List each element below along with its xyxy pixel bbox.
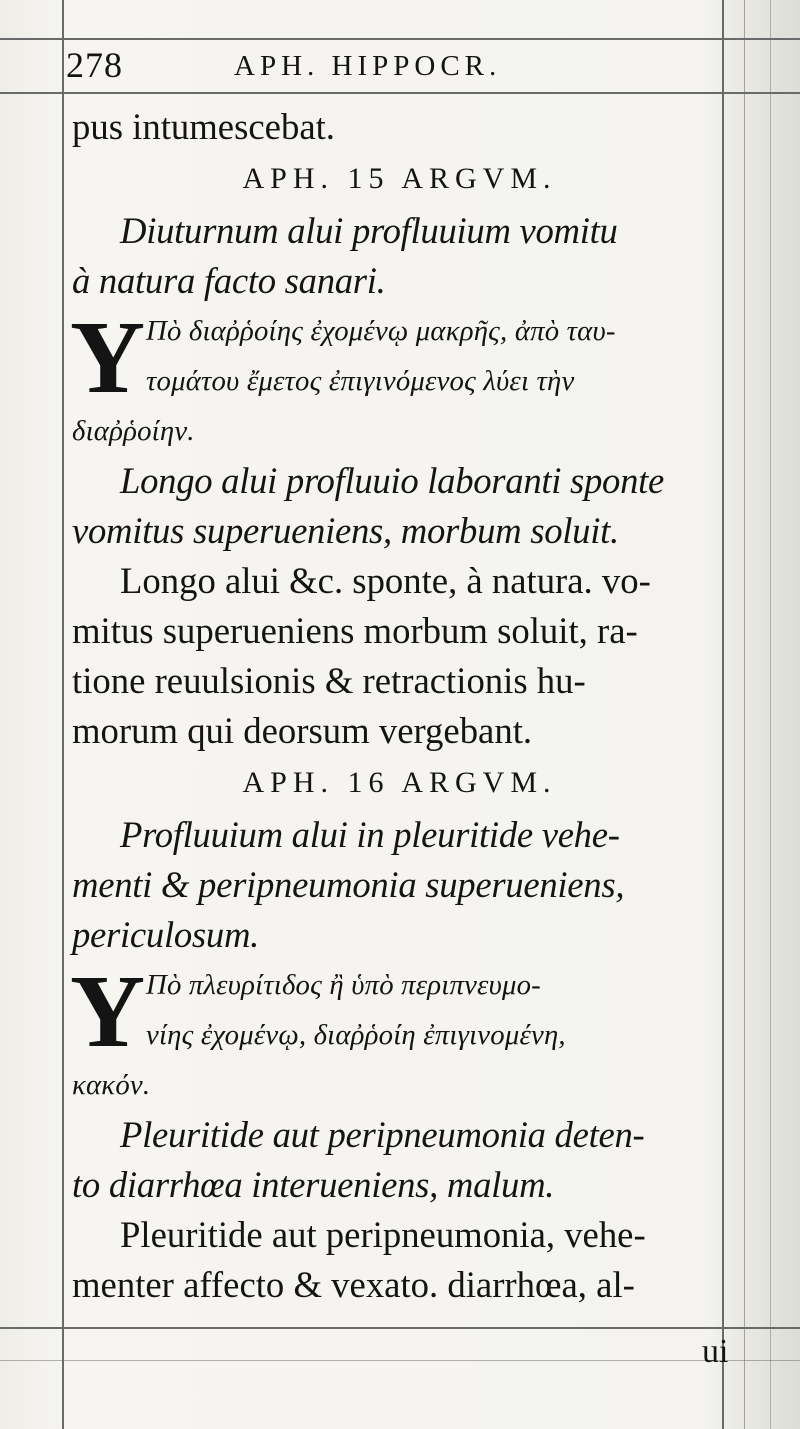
aphorism-16-translation-line: to diarrhœa interueniens, malum. xyxy=(72,1164,555,1205)
aphorism-16-dropcap: Y xyxy=(70,954,146,1069)
aphorism-16-commentary-line: Pleuritide aut peripneumonia, vehe- xyxy=(120,1214,646,1255)
aphorism-15-translation-line: Longo alui profluuio laboranti sponte xyxy=(120,460,665,501)
aphorism-15-commentary-line: Longo alui &c. sponte, à natura. vo- xyxy=(120,560,651,601)
bottom-border-rule xyxy=(0,1327,800,1329)
running-head: APH. HIPPOCR. xyxy=(234,50,502,82)
aphorism-16-argument-line: Profluuium alui in pleuritide vehe- xyxy=(120,814,620,855)
greek-line: κακόν. xyxy=(72,1069,151,1101)
aphorism-15-commentary-line: morum qui deorsum vergebant. xyxy=(72,710,533,751)
greek-line: διαῤῥοίην. xyxy=(72,415,195,447)
page-header xyxy=(66,44,726,90)
page-body xyxy=(72,102,727,1310)
aphorism-15-argument-line: Diuturnum alui profluuium vomitu xyxy=(120,210,618,251)
aphorism-16-greek-text xyxy=(70,954,727,1110)
aphorism-16-commentary-line: menter affecto & vexato. diarrhœa, al- xyxy=(72,1264,635,1305)
page-edge-rule xyxy=(770,0,771,1429)
page-number: 278 xyxy=(66,45,123,85)
aphorism-15-heading: APH. 15 ARGVM. xyxy=(242,162,557,195)
greek-line: Πὸ πλευρίτιδος ἢ ὑπὸ περιπνευμο- xyxy=(146,969,541,1001)
header-rule xyxy=(0,92,800,94)
greek-line: Πὸ διαῤῥοίης ἐχομένῳ μακρῆς, ἀπὸ ταυ- xyxy=(146,315,616,347)
aphorism-16-argument-line: periculosum. xyxy=(72,914,260,955)
outer-margin-rule xyxy=(744,0,745,1429)
aphorism-15-argument-line: à natura facto sanari. xyxy=(72,260,386,301)
aphorism-16-translation-line: Pleuritide aut peripneumonia deten- xyxy=(120,1114,645,1155)
aphorism-15-translation-line: vomitus superueniens, morbum soluit. xyxy=(72,510,619,551)
greek-line: νίης ἐχομένῳ, διαῤῥοίη ἐπιγινομένη, xyxy=(146,1019,566,1051)
catchword: ui xyxy=(702,1333,729,1370)
top-border-rule xyxy=(0,38,800,40)
bottom-margin-rule xyxy=(0,1360,800,1361)
aphorism-16-heading: APH. 16 ARGVM. xyxy=(242,766,557,799)
aphorism-15-commentary-line: tione reuulsionis & retractionis hu- xyxy=(72,660,586,701)
aphorism-15-commentary-line: mitus superueniens morbum soluit, ra- xyxy=(72,610,638,651)
aphorism-15-greek-text xyxy=(70,300,727,456)
greek-line: τομάτου ἔμετος ἐπιγινόμενος λύει τὴν xyxy=(146,365,575,397)
aphorism-16-argument-line: menti & peripneumonia superueniens, xyxy=(72,864,625,905)
aphorism-15-dropcap: Y xyxy=(70,300,146,415)
left-border-rule xyxy=(62,0,64,1429)
continuation-line: pus intumescebat. xyxy=(72,106,335,147)
